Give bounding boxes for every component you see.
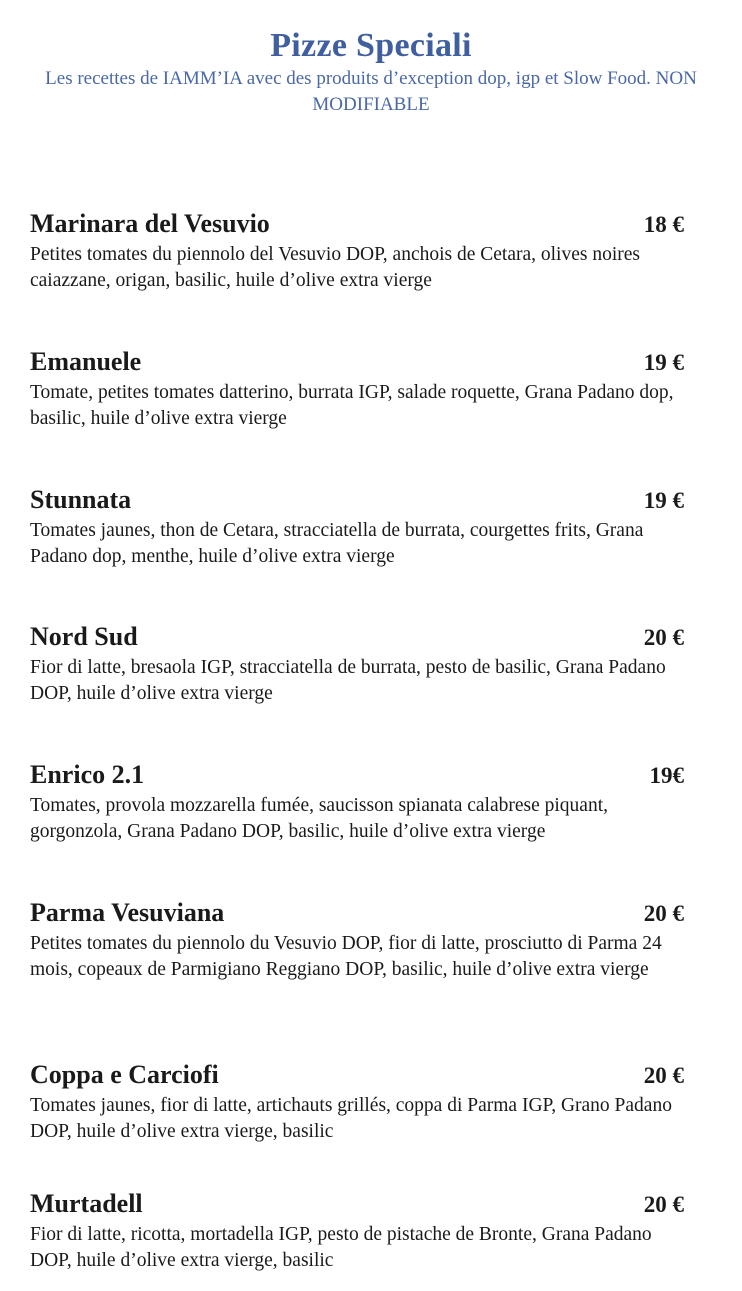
item-price: 19€: [649, 763, 684, 788]
item-name: Nord Sud: [30, 622, 138, 651]
item-price: 20 €: [643, 625, 684, 650]
item-price: 20 €: [643, 1192, 684, 1217]
item-name: Coppa e Carciofi: [30, 1060, 219, 1089]
item-price: 20 €: [643, 901, 684, 926]
menu-item-coppa-e-carciofi: [30, 1059, 686, 1145]
item-name: Stunnata: [30, 485, 132, 514]
item-name: Marinara del Vesuvio: [30, 209, 270, 238]
menu-item-nord-sud: [30, 621, 686, 707]
item-description: Tomates jaunes, thon de Cetara, stracciatella de burrata, courgettes frits, Grana Padano dop, menthe, huile d’olive extra vierge: [30, 520, 644, 567]
page-title: Pizze Speciali: [270, 27, 472, 64]
item-description: Tomates, provola mozzarella fumée, saucisson spianata calabrese piquant, gorgonzola, Grana Padano DOP, basilic, huile d’olive extra vierge: [30, 795, 608, 842]
item-name: Enrico 2.1: [30, 760, 145, 789]
menu-item-enrico-2-1: [30, 759, 686, 845]
item-price: 20 €: [643, 1063, 684, 1088]
item-name: Parma Vesuviana: [30, 898, 225, 927]
item-price: 19 €: [643, 488, 684, 513]
page-subtitle: Les recettes de IAMM’IA avec des produits d’exception dop, igp et Slow Food. NON MODIFIABLE: [45, 68, 697, 115]
menu-item-parma-vesuviana: [30, 897, 686, 983]
menu-item-murtadell: [30, 1188, 686, 1274]
item-price: 19 €: [643, 350, 684, 375]
item-name: Emanuele: [30, 347, 142, 376]
menu-item-marinara-del-vesuvio: [30, 208, 686, 294]
item-price: 18 €: [643, 212, 684, 237]
item-description: Fior di latte, bresaola IGP, stracciatella de burrata, pesto de basilic, Grana Padano DOP, huile d’olive extra vierge: [30, 657, 666, 704]
menu-item-emanuele: [30, 346, 686, 432]
item-description: Tomates jaunes, fior di latte, artichauts grillés, coppa di Parma IGP, Grano Padano DOP, huile d’olive extra vierge, basilic: [30, 1095, 672, 1142]
menu-header: [0, 26, 742, 118]
item-description: Petites tomates du piennolo del Vesuvio DOP, anchois de Cetara, olives noires caiazzane, origan, basilic, huile d’olive extra vierge: [30, 244, 641, 291]
item-description: Petites tomates du piennolo du Vesuvio DOP, fior di latte, prosciutto di Parma 24 mois, copeaux de Parmigiano Reggiano DOP, basilic, huile d’olive extra vierge: [30, 933, 662, 980]
item-name: Murtadell: [30, 1189, 143, 1218]
menu-item-stunnata: [30, 484, 686, 570]
item-description: Tomate, petites tomates datterino, burrata IGP, salade roquette, Grana Padano dop, basilic, huile d’olive extra vierge: [30, 382, 674, 429]
item-description: Fior di latte, ricotta, mortadella IGP, pesto de pistache de Bronte, Grana Padano DOP, huile d’olive extra vierge, basilic: [30, 1224, 652, 1271]
